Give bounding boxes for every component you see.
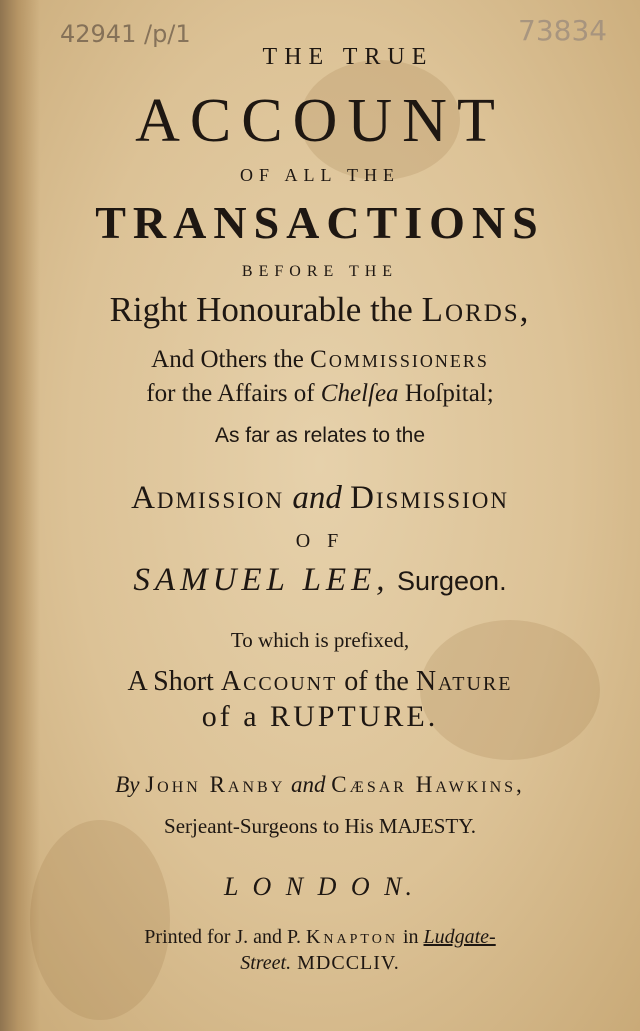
- title-and: and: [284, 480, 351, 516]
- title-short-text: A Short: [127, 666, 221, 697]
- authors-by: By: [115, 772, 140, 797]
- imprint-ludgate: Ludgate-: [423, 926, 496, 948]
- title-nature: Nature: [415, 666, 513, 697]
- title-line-admission: [0, 480, 640, 517]
- imprint-street: Street.: [240, 952, 292, 974]
- authors-and: and: [285, 772, 332, 797]
- title-hospital: Hoſpital;: [398, 380, 494, 407]
- imprint-city: L O N D O N.: [223, 872, 416, 901]
- title-line-lords-text: Right Honourable the: [109, 290, 422, 329]
- title-dismission: Dismission: [350, 480, 509, 516]
- title-transactions: TRANSACTIONS: [95, 197, 545, 248]
- imprint-in: in: [397, 926, 424, 948]
- title-line-of-all-the: OF ALL THE: [239, 165, 400, 185]
- title-line-samuel-lee: [0, 562, 640, 599]
- imprint-printed-text: Printed for J. and P.: [144, 926, 306, 948]
- authors-line: [0, 772, 640, 798]
- title-line-commissioners-text: And Others the: [151, 346, 311, 373]
- title-line-prefixed: To which is prefixed,: [230, 628, 410, 652]
- paper-stain: [30, 820, 170, 1020]
- title-account: ACCOUNT: [135, 87, 505, 155]
- imprint-street-year: [0, 952, 640, 975]
- handwritten-number: 73834: [518, 14, 608, 47]
- title-line-commissioners: [0, 346, 640, 374]
- author-hawkins: Cæsar Hawkins,: [331, 772, 525, 797]
- title-admission: Admission: [131, 480, 285, 516]
- title-of-the-text: of the: [337, 666, 416, 697]
- title-surgeon: Surgeon.: [389, 566, 507, 596]
- title-chelsea: Chelſea: [320, 380, 399, 407]
- title-line-short-account: [0, 666, 640, 698]
- title-line-the-true: THE TRUE: [262, 44, 434, 70]
- title-samuel-lee: SAMUEL LEE,: [133, 562, 390, 598]
- title-line-chelsea: [0, 380, 640, 408]
- title-account-small: Account: [220, 666, 338, 697]
- handwritten-shelfmark: 42941 /p/1: [60, 20, 191, 48]
- title-line-before-the: BEFORE THE: [241, 263, 399, 280]
- title-line-rupture: of a RUPTURE.: [201, 700, 439, 733]
- author-ranby: John Ranby: [145, 772, 286, 797]
- imprint-knapton: Knapton: [305, 926, 398, 948]
- title-line-chelsea-text: for the Affairs of: [146, 380, 321, 407]
- title-line-lords: [0, 290, 640, 330]
- title-line-of: O F: [295, 530, 345, 552]
- title-commissioners: Commissioners: [310, 346, 489, 373]
- title-lords: Lords,: [421, 290, 531, 329]
- title-line-as-far: As far as relates to the: [214, 424, 426, 447]
- authors-role: Serjeant-Surgeons to His MAJESTY.: [164, 814, 476, 838]
- imprint-printed: [0, 926, 640, 949]
- imprint-year: MDCCLIV.: [291, 952, 400, 974]
